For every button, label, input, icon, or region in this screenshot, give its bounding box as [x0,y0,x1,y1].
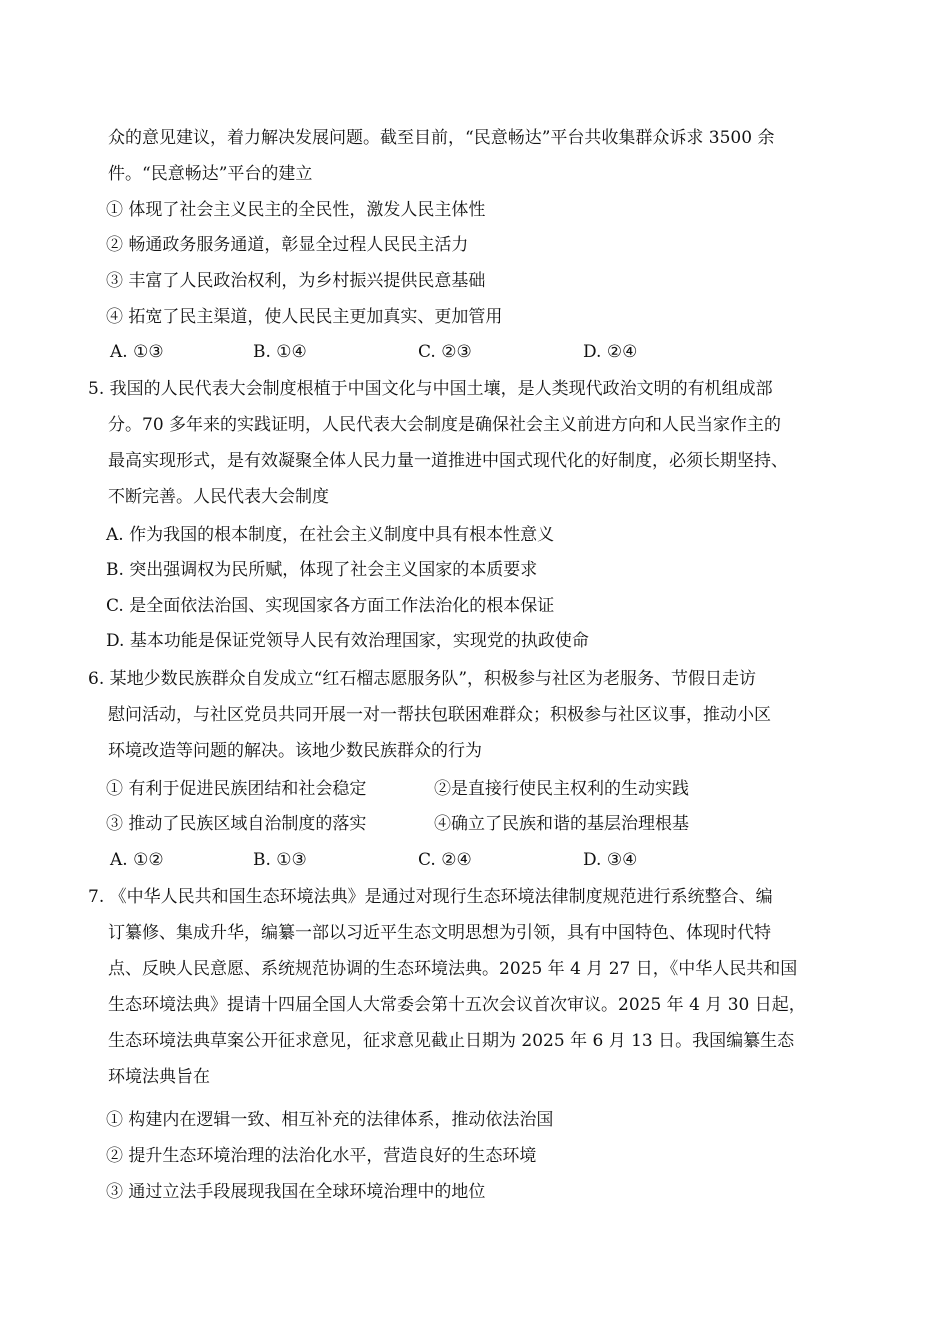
q6-choice-b: B. ①③ [253,850,307,870]
q7-stem-line: 7. 《中华人民共和国生态环境法典》是通过对现行生态环境法律制度规范进行系统整合、编 [88,887,773,907]
q5-option-c: C. 是全面依法治国、实现国家各方面工作法治化的根本保证 [106,596,555,616]
q5-stem-line: 分。70 多年来的实践证明，人民代表大会制度是确保社会主义前进方向和人民当家作主的 [108,415,782,435]
q7-stem-line: 生态环境法典》提请十四届全国人大常委会第十五次会议首次审议。2025 年 4 月 30 日起， [108,995,806,1015]
q7-stem-line: 订纂修、集成升华，编纂一部以习近平生态文明思想为引领，具有中国特色、体现时代特 [108,923,771,943]
q7-item-3: ③ 通过立法手段展现我国在全球环境治理中的地位 [106,1182,486,1202]
q4-text-line: 件。“民意畅达”平台的建立 [108,164,313,184]
q4-choice-d: D. ②④ [583,342,638,362]
q6-choice-d: D. ③④ [583,850,638,870]
q7-stem-line: 点、反映人民意愿、系统规范协调的生态环境法典。2025 年 4 月 27 日，《中华人民共和国 [108,959,798,979]
q5-option-b: B. 突出强调权为民所赋，体现了社会主义国家的本质要求 [106,560,538,580]
q6-item-1: ① 有利于促进民族团结和社会稳定 [106,779,367,799]
q6-stem-line: 环境改造等问题的解决。该地少数民族群众的行为 [108,741,482,761]
q4-item-3: ③ 丰富了人民政治权利，为乡村振兴提供民意基础 [106,271,486,291]
q7-item-1: ① 构建内在逻辑一致、相互补充的法律体系，推动依法治国 [106,1110,554,1130]
q4-choice-a: A. ①③ [110,342,164,362]
q5-option-d: D. 基本功能是保证党领导人民有效治理国家，实现党的执政使命 [106,631,589,651]
q4-choice-b: B. ①④ [253,342,307,362]
q7-stem-line: 环境法典旨在 [108,1067,210,1087]
q6-choice-a: A. ①② [110,850,164,870]
q7-stem-line: 生态环境法典草案公开征求意见，征求意见截止日期为 2025 年 6 月 13 日。我国编纂生态 [108,1031,795,1051]
q4-item-1: ① 体现了社会主义民主的全民性，激发人民主体性 [106,200,486,220]
q4-choice-c: C. ②③ [418,342,472,362]
q6-item-4: ④确立了民族和谐的基层治理根基 [434,814,689,834]
q5-stem-line: 5. 我国的人民代表大会制度根植于中国文化与中国土壤，是人类现代政治文明的有机组成部 [88,379,773,399]
q4-item-2: ② 畅通政务服务通道，彰显全过程人民民主活力 [106,235,469,255]
q6-item-2: ②是直接行使民主权利的生动实践 [434,779,689,799]
q5-option-a: A. 作为我国的根本制度，在社会主义制度中具有根本性意义 [106,525,555,545]
q7-item-2: ② 提升生态环境治理的法治化水平，营造良好的生态环境 [106,1146,537,1166]
q4-item-4: ④ 拓宽了民主渠道，使人民民主更加真实、更加管用 [106,307,503,327]
q6-item-3: ③ 推动了民族区域自治制度的落实 [106,814,367,834]
q4-text-line: 众的意见建议，着力解决发展问题。截至目前，“民意畅达”平台共收集群众诉求 3500 余 [108,128,775,148]
q5-stem-line: 不断完善。人民代表大会制度 [108,487,329,507]
q5-stem-line: 最高实现形式，是有效凝聚全体人民力量一道推进中国式现代化的好制度，必须长期坚持、 [108,451,788,471]
q6-stem-line: 6. 某地少数民族群众自发成立“红石榴志愿服务队”，积极参与社区为老服务、节假日走访 [88,669,757,689]
q6-choice-c: C. ②④ [418,850,472,870]
q6-stem-line: 慰问活动，与社区党员共同开展一对一帮扶包联困难群众；积极参与社区议事，推动小区 [108,705,771,725]
